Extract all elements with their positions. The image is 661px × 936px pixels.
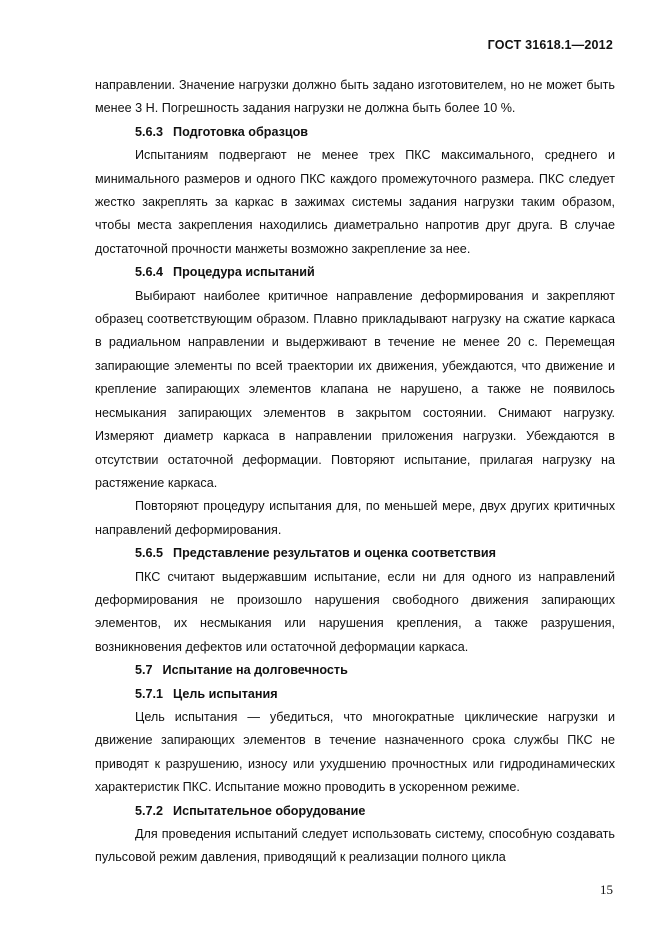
section-title: Представление результатов и оценка соответствия [173,546,497,561]
section-number: 5.6.5 [135,546,164,561]
paragraph-continuation: направлении. Значение нагрузки должно быть задано изготовителем, но не может быть менее 3 Н. Погрешность задания нагрузки не должна быть более 10 %. [95,78,615,116]
document-body [95,74,615,870]
paragraph-sample-preparation: Испытаниям подвергают не менее трех ПКС максимального, среднего и минимального размеров и одного ПКС каждого промежуточного размера. ПКС следует жестко закреплять за каркас в зажимах системы задания нагрузки таким образом, чтобы места закрепления находились диаметрально напротив друг друга. В случае достаточной прочности манжеты возможно закрепление за нее. [95,148,615,256]
section-title: Испытательное оборудование [173,803,366,818]
section-number: 5.7.1 [135,686,164,701]
section-heading-5-6-4 [95,261,615,284]
document-header-code: ГОСТ 31618.1—2012 [487,38,613,52]
section-heading-5-7 [95,659,615,682]
section-heading-5-7-2 [95,800,615,823]
section-title: Процедура испытаний [173,265,315,280]
section-number: 5.6.3 [135,124,164,139]
paragraph-test-purpose: Цель испытания — убедиться, что многократные циклические нагрузки и движение запирающих элементов в течение назначенного срока службы ПКС не приводят к разрушению, износу или ухудшению прочностных или гидродинамических характеристик ПКС. Испытание можно проводить в ускоренном режиме. [95,709,615,795]
paragraph-test-procedure: Выбирают наиболее критичное направление деформирования и закрепляют образец соответствующим образом. Плавно прикладывают нагрузку на сжатие каркаса в радиальном направлении и выдерживают в течение не менее 20 с. Перемещая запирающие элементы по всей траектории их движения, убеждаются, что движение и крепление запирающих элементов клапана не нарушено, а также не появилось несмыкания запирающих элементов в закрытом состоянии. Снимают нагрузку. Измеряют диаметр каркаса в направлении приложения нагрузки. Убеждаются в отсутствии остаточной деформации. Повторяют испытание, прилагая нагрузку на растяжение каркаса. [95,288,615,490]
section-heading-5-6-5 [95,542,615,565]
section-number: 5.6.4 [135,265,164,280]
section-heading-5-7-1 [95,683,615,706]
section-title: Подготовка образцов [173,124,309,139]
paragraph-repeat-procedure: Повторяют процедуру испытания для, по меньшей мере, двух других критичных направлений деформирования. [95,499,615,537]
section-title: Цель испытания [173,686,278,701]
section-number: 5.7.2 [135,803,164,818]
paragraph-test-equipment: Для проведения испытаний следует использовать систему, способную создавать пульсовой режим давления, приводящий к реализации полного цикла [95,827,615,865]
page-number: 15 [600,882,613,897]
section-heading-5-6-3 [95,121,615,144]
section-title: Испытание на долговечность [162,663,348,678]
section-number: 5.7 [135,663,153,678]
paragraph-results-assessment: ПКС считают выдержавшим испытание, если ни для одного из направлений деформирования не произошло нарушения свободного движения запирающих элементов, их несмыкания или нарушения крепления, а также разрушения, возникновения дефектов или остаточной деформации каркаса. [95,569,615,654]
